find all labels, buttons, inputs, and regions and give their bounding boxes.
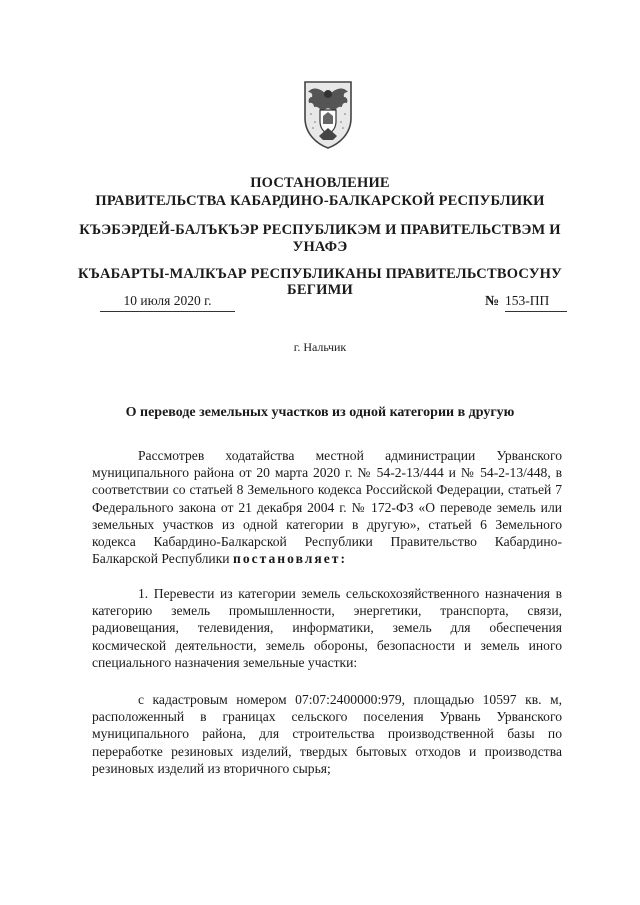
paragraph-2-text: 1. Перевести из категории земель сельскохозяйственного назначения в категорию земель промышленности, энергетики, транспорта, связи, радиовещания, телевидения, информатики, земель для обеспечения космической деятельности, земель обороны, безопасности и земель иного специального назначения земельные участки: (92, 586, 562, 670)
decree-word: постановляет: (233, 551, 347, 567)
header-kabardian-line1: КЪЭБЭРДЕЙ-БАЛЪКЪЭР РЕСПУБЛИКЭМ И ПРАВИТЕЛЬСТВЭМ И (79, 222, 561, 238)
document-title: О переводе земельных участков из одной категории в другую (125, 405, 515, 420)
body-paragraph-3 (92, 691, 562, 777)
paragraph-1-text: Рассмотрев ходатайства местной администрации Урванского муниципального района от 20 марта 2020 г. № 54-2-13/444 и № 54-2-13/448, в соответствии со статьей 8 Земельного кодекса Российской Федерации, статьей 7 Федерального закона от 21 декабря 2004 г. № 172-ФЗ «О переводе земель или земельных участков из одной категории в другую», статьей 6 Земельного кодекса Кабардино-Балкарской Республики Правительство Кабардино-Балкарской Республики (92, 448, 562, 567)
header-title: ПОСТАНОВЛЕНИЕ (250, 175, 390, 191)
city-name: г. Нальчик (293, 340, 347, 354)
header-balkar-line1: КЪАБАРТЫ-МАЛКЪАР РЕСПУБЛИКАНЫ ПРАВИТЕЛЬСТВОСУНУ (78, 266, 562, 282)
body-paragraph-2 (92, 585, 562, 671)
eagle-emblem-icon (299, 78, 357, 150)
number-label: № (485, 294, 500, 309)
header-balkar-line2: БЕГИМИ (287, 282, 353, 298)
date-number-row (100, 293, 570, 321)
header-government: ПРАВИТЕЛЬСТВА КАБАРДИНО-БАЛКАРСКОЙ РЕСПУБЛИКИ (95, 193, 545, 209)
document-number: 153-ПП (505, 293, 567, 312)
header-kabardian-line2: УНАФЭ (292, 239, 348, 255)
paragraph-3-text: с кадастровым номером 07:07:2400000:979, площадью 10597 кв. м, расположенный в границах сельского поселения Урвань Урванского муниципального района, для строительства производственной базы по переработке резиновых изделий, твердых бытовых отходов и производства резиновых изделий из вторичного сырья; (92, 692, 562, 776)
document-date: 10 июля 2020 г. (100, 293, 235, 312)
coat-of-arms-emblem (299, 78, 357, 150)
body-paragraph-1 (92, 447, 562, 567)
